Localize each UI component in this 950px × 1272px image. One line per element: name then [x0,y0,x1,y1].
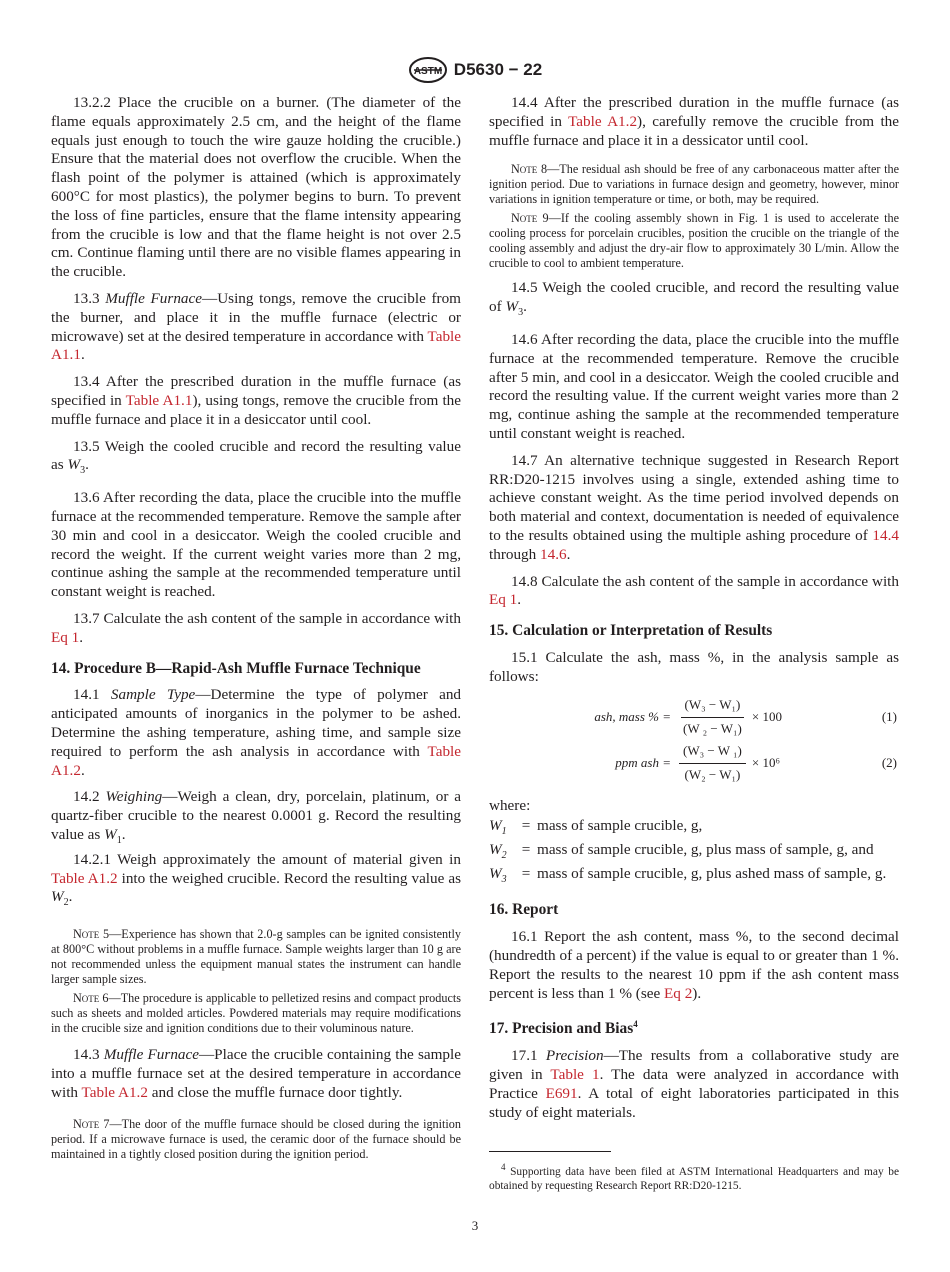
footnote-4: $^4$ Supporting data have been filed at ASTM International Headquarters and may be obtained by requesting Research Report RR:D20-1215. [489,1161,899,1192]
paragraph-13-5: 13.5 Weigh the cooled crucible and record the resulting value as $W_3$. [51,437,461,477]
link-table-a1-1-b[interactable]: Table A1.1 [125,391,193,409]
page-header [0,55,950,85]
equation-2: ppm ash = $\frac{\text{(W₃ − W ₁)}}{\text{(W₂ − W₁)}}$ × 10⁶ (2) [615,743,897,783]
link-table-a1-2[interactable]: Table A1.2 [51,742,461,779]
link-eq-1[interactable]: Eq 1 [51,628,80,646]
link-table-1[interactable]: Table 1 [550,1066,600,1084]
paragraph-14-3: 14.3 Muffle Furnace—Place the crucible containing the sample into a muffle furnace set at the desired temperature in accordance with Table A1.2 and close the muffle furnace door tightly. [51,1046,461,1101]
note-9: Note 9—If the cooling assembly shown in Fig. 1 is used to accelerate the cooling process for porcelain crucibles, position the crucible on the triangle of the cooling assembly and adjust the dry-air flow to approximately 30 L/min. Allow the crucible to cool to ambient temperature. [489,211,899,271]
standard-designation: D5630 − 22 [453,60,543,79]
astm-logo-icon [408,56,448,84]
paragraph-14-2: 14.2 Weighing—Weigh a clean, dry, porcelain, platinum, or a quartz-fiber crucible to the nearest 0.0001 g. Record the resulting value as $W_1$. [51,788,461,846]
paragraph-17-1: 17.1 Precision—The results from a collaborative study are given in Table 1. The data were analyzed in accordance with Practice E691. A total of eight laboratories participated in this study of eight materials. [489,1047,900,1121]
variable-w2: $W_2$ = mass of sample crucible, g, plus mass of sample, g, and [489,841,874,862]
paragraph-14-6: 14.6 After recording the data, place the crucible into the muffle furnace at the recommended temperature. Remove the crucible after 5 min, and cool in a desiccator. Weigh the cooled crucible and record the resulting value. If the current weight varies more than 2 mg, continue ashing the sample at the recommended temperature until constant weight is reached. [489,331,899,442]
footnote-ref-4[interactable]: 4 [633,1019,638,1030]
variable-w3: $W_3$ = mass of sample crucible, g, plus ashed mass of sample, g. [489,865,887,886]
paragraph-13-7: 13.7 Calculate the ash content of the sample in accordance with Eq 1. [51,609,461,646]
variable-list [489,817,899,889]
where-label: where: [489,796,531,814]
paragraph-14-1: 14.1 Sample Type—Determine the type of polymer and anticipated amounts of inorganics in the polymer to be ashed. Determine the ashing temperature, ashing time, and sample size required to perform the ash analysis in accordance with Table A1.2. [51,686,462,779]
left-column [51,94,461,1166]
paragraph-13-4: 13.4 After the prescribed duration in the muffle furnace (as specified in Table A1.1), using tongs, remove the crucible from the muffle furnace and place it in a desiccator until cool. [51,373,462,428]
section-heading-17: 17. Precision and Bias$^4$ [489,1019,638,1038]
footnote-divider [489,1151,611,1152]
note-7: Note 7—The door of the muffle furnace should be closed during the ignition period. If a microwave furnace is used, the ceramic door of the furnace should be maintained in a tightly closed position during the ignition period. [51,1116,461,1161]
note-5: Note 5—Experience has shown that 2.0-g samples can be ignited consistently at 800°C without problems in a muffle furnace. Sample weights larger than 10 g are not recommended unless the equipment manual states the instrument can handle larger sample sizes. [51,927,462,987]
link-e691[interactable]: E691 [545,1084,578,1102]
link-eq-2[interactable]: Eq 2 [664,984,693,1002]
section-heading-15: 15. Calculation or Interpretation of Results [489,622,773,640]
paragraph-13-6: 13.6 After recording the data, place the crucible into the muffle furnace at the recommended temperature. Remove the sample after 30 min and cool in a desiccator. Weigh the cooled crucible and record the weight. If the current weight varies more than 2 mg, continue ashing the sample at the recommended temperature until constant weight is reached. [51,489,461,601]
equation-1: ash, mass % = $\frac{\text{(W₃ − W₁)}}{\text{(W ₂ − W₁)}}$ × 100 (1) [594,697,897,737]
section-heading-14: 14. Procedure B—Rapid-Ash Muffle Furnace Technique [51,659,421,677]
paragraph-16-1: 16.1 Report the ash content, mass %, to the second decimal (hundredth of a percent) if the value is equal to or greater than 1 %. Report the results to the nearest 10 ppm if the ash content mass percent is less than 1 % (see Eq 2). [489,928,899,1002]
section-heading-16: 16. Report [489,901,559,919]
right-column [489,94,899,1193]
link-eq-1-b[interactable]: Eq 1 [489,591,518,609]
link-table-a1-1[interactable]: Table A1.1 [51,327,461,364]
variable-w1: $W_1$ = mass of sample crucible, g, [489,817,703,838]
equations [489,695,899,787]
link-table-a1-2-b[interactable]: Table A1.2 [51,869,118,887]
svg-text:ASTM: ASTM [413,66,442,77]
paragraph-15-1: 15.1 Calculate the ash, mass %, in the analysis sample as follows: [489,648,899,685]
note-8: Note 8—The residual ash should be free of any carbonaceous matter after the ignition period. Due to variations in furnace design and geometry, however, minor variations in ignition temperature or time, or both, may be required. [489,162,900,207]
page-number: 3 [471,1218,479,1233]
link-14-4[interactable]: 14.4 [872,526,899,544]
paragraph-14-4: 14.4 After the prescribed duration in the muffle furnace (as specified in Table A1.2), carefully remove the crucible from the muffle furnace and place it in a dessicator until cool. [489,94,900,149]
paragraph-14-5: 14.5 Weigh the cooled crucible, and record the resulting value of $W_3$. [489,279,899,319]
paragraph-14-8: 14.8 Calculate the ash content of the sample in accordance with Eq 1. [489,572,899,609]
paragraph-14-7: 14.7 An alternative technique suggested in Research Report RR:D20-1215 involves using a single, extended ashing time to achieve constant weight. As the time period involved depends on both material and context, documentation is needed of equivalence to the results obtained using the multiple ashing procedure of 14.4 through 14.6. [489,451,899,563]
link-table-a1-2-c[interactable]: Table A1.2 [81,1083,148,1101]
paragraph-14-2-1: 14.2.1 Weigh approximately the amount of material given in Table A1.2 into the weighed crucible. Record the resulting value as $W_2$. [51,850,462,909]
link-14-6[interactable]: 14.6 [540,545,567,563]
paragraph-13-3: 13.3 Muffle Furnace—Using tongs, remove the crucible from the burner, and place it in the muffle furnace (electric or microwave) set at the desired temperature in accordance with Table A1.1. [51,289,461,364]
note-6: Note 6—The procedure is applicable to pelletized resins and compact products such as sheets and molded articles. Powdered materials may require modifications in the crucible size and ignition conditions due to their voluminous nature. [51,991,461,1036]
paragraph-13-2-2: 13.2.2 Place the crucible on a burner. (The diameter of the flame equals approximately 2.5 cm, and the height of the flame equals just enough to touch the wire gauze holding the crucible.) Ensure that the material does not overflow the crucible. When the flash point of the polymer is attained (which is approximately 600°C for most plastics), the polymer begins to burn. To prevent the loss of fine particles, ensure that the flame intensity appearing from the crucible is low and that the flame height is not over 2.5 cm. Continue flaming until there are no visible flames appearing in the crucible. [51,94,461,281]
link-table-a1-2-d[interactable]: Table A1.2 [568,112,638,130]
